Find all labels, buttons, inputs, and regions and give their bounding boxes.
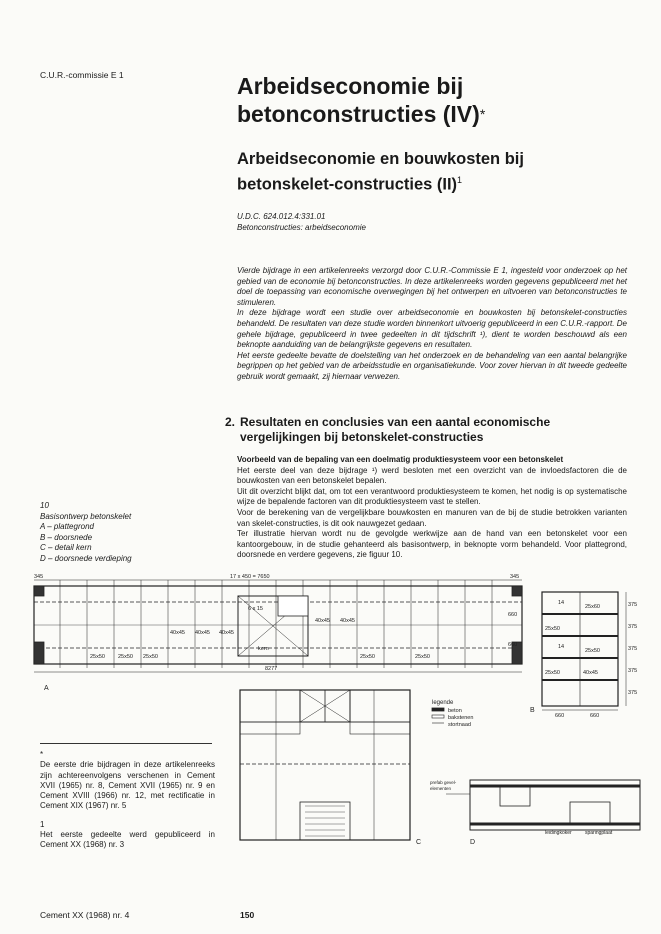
footnote-divider [40, 743, 212, 744]
commission-label: C.U.R.-commissie E 1 [40, 70, 124, 80]
dim-label: 345 [34, 574, 44, 580]
figure-caption [40, 501, 132, 565]
dim-label: 8277 [265, 666, 278, 672]
caption-line: C – detail kern [40, 543, 92, 553]
legend-item: stortnaad [448, 722, 471, 728]
footnote-marker: * [40, 750, 44, 759]
intro-paragraph: Vierde bijdrage in een artikelenreeks verzorgd door C.U.R.-Commissie E 1, ingesteld voor onderzoek op het gebied van de economie bij betonconstructies. In deze artikelenreeks worden gegevens gepubliceerd met het doel de toepassing van economische overwegingen bij het ontwerpen en uitvoeren van betonconstructies te stimuleren. [237, 266, 627, 307]
column-label: 40x45 [315, 618, 330, 624]
section-b [542, 592, 626, 710]
journal-reference: Cement XX (1968) nr. 4 [40, 910, 130, 920]
body-paragraph: Voor de berekening van de vergelijkbare bouwkosten en manuren van de bij de studie betrokken varianten van skelet-constructies, is dit ook nauwgezet gedaan. [237, 507, 627, 528]
page-number: 150 [240, 910, 255, 920]
column-label: 25x50 [415, 654, 430, 660]
section-member: 40x45 [583, 670, 598, 676]
section-member: 25x50 [545, 626, 560, 632]
column-label: 25x50 [90, 654, 105, 660]
figure-number: 10 [40, 501, 49, 510]
caption-line: D – doorsnede verdieping [40, 553, 132, 563]
body-paragraph: Ter illustratie hiervan wordt nu de gevolgde werkwijze aan de hand van een betonskelet voor een kantoorgebouw, in de studie gehanteerd als basisontwerp, in beknopte vorm behandeld. Voor plattegrond, doorsnede en verdere gegevens, zie figuur 10. [237, 529, 627, 560]
column-label: 25x50 [118, 654, 133, 660]
intro-paragraph: In deze bijdrage wordt een studie over arbeidseconomie en bouwkosten bij betonskelet-constructies behandeld. De resultaten van deze studie worden binnenkort uitvoerig gepubliceerd in een C.U.R.-rapport. De gehele bijdrage, gepubliceerd in twee gedeelten in dit tijdschrift ¹), dient te worden beschouwd als een beknopte aanduiding van de belangrijkste gegevens en resultaten. [237, 308, 627, 350]
article-subtitle [237, 149, 637, 196]
caption-line: A – plattegrond [40, 522, 94, 532]
column-label: 40x45 [219, 630, 234, 636]
legend-title: legende [432, 700, 454, 706]
section-body [237, 455, 627, 561]
section-height: 375 [628, 646, 638, 652]
subtitle-line-2: betonskelet-constructies (II) [237, 175, 458, 194]
legend-item: bakstenen [448, 715, 474, 721]
floor-plan-a [34, 580, 522, 672]
section-dim: 660 [590, 713, 600, 719]
subtitle-line-1: Arbeidseconomie en bouwkosten bij [237, 150, 524, 168]
core-detail-c [240, 690, 410, 840]
title-footnote-mark: * [479, 106, 486, 122]
prefab-label: elementen [430, 786, 452, 791]
caption-line: B – doorsnede [40, 532, 93, 542]
figure-part-label: C [416, 839, 422, 846]
column-label: 25x50 [360, 654, 375, 660]
figure-part-label: D [470, 839, 476, 846]
section-member: 14 [558, 600, 565, 606]
duct-label: leidingkoker [545, 830, 572, 836]
dim-label: 345 [510, 574, 520, 580]
prefab-label: prefab gevel- [430, 780, 457, 785]
section-title: Resultaten en conclusies van een aantal economische vergelijkingen bij betonskelet-constructies [240, 415, 551, 444]
body-paragraph: Het eerste deel van deze bijdrage ¹) werd besloten met een overzicht van de invloedsfactoren die de bouwkosten van een betonskelet bepalen. [237, 465, 627, 486]
section-height: 375 [628, 624, 638, 630]
column-label: 40x45 [170, 630, 185, 636]
article-title [237, 72, 637, 128]
legend-item: beton [448, 708, 462, 714]
column-label: 40x45 [340, 618, 355, 624]
plan-dim: 660 [508, 642, 518, 648]
classification-block [237, 211, 366, 233]
section-height: 375 [628, 668, 638, 674]
intro-text [237, 266, 627, 383]
section-member: 25x50 [585, 648, 600, 654]
duct-label: sparingplaat [585, 830, 613, 836]
section-dim: 660 [555, 713, 565, 719]
udc-code: U.D.C. 624.012.4:331.01 [237, 212, 326, 221]
core-small-label: 6 x 15 [248, 606, 263, 612]
section-number: 2. [225, 415, 236, 429]
caption-line: Basisontwerp betonskelet [40, 511, 132, 521]
figure-part-label: A [44, 685, 49, 692]
section-heading [225, 415, 635, 445]
footnote-marker: 1 [40, 819, 45, 829]
body-paragraph: Uit dit overzicht blijkt dat, om tot een verantwoord produktiesysteem te komen, het nodig is op systematische wijze de bepalende factoren van dit produktiesysteem vast te stellen. [237, 486, 627, 507]
column-label: 25x50 [143, 654, 158, 660]
footnotes [40, 750, 215, 851]
plan-dim: 660 [508, 612, 518, 618]
intro-paragraph: Het eerste gedeelte bevatte de doelstelling van het onderzoek en de behandeling van een aantal belangrijke begrippen op het gebied van de arbeidsstudie en organisatiekunde. Voor zover hiervan in dit tweede gedeelte gebruik wordt gemaakt, zij hiernaar verwezen. [237, 350, 627, 381]
section-height: 375 [628, 602, 638, 608]
section-subheading: Voorbeeld van de bepaling van een doelmatig produktiesysteem voor een betonskelet [237, 455, 564, 464]
title-line-1: Arbeidseconomie bij [237, 73, 464, 99]
subtitle-footnote-mark: 1 [457, 175, 463, 185]
section-member: 25x50 [545, 670, 560, 676]
footnote-text: De eerste drie bijdragen in deze artikelenreeks zijn achtereenvolgens verschenen in Cement XVII (1965) nr. 8, Cement XVII (1965) nr. 9 en Cement XVIII (1966) nr. 12, met rectificatie in Cement XIX (1967) nr. 5 [40, 760, 215, 811]
storey-section-d [446, 780, 640, 830]
dim-label: 17 x 450 = 7650 [230, 574, 270, 580]
figure-part-label: B [530, 707, 535, 714]
core-label: kern [258, 646, 269, 652]
keywords: Betonconstructies: arbeidseconomie [237, 223, 366, 232]
title-line-2: betonconstructies (IV) [237, 101, 480, 127]
legend [432, 708, 444, 723]
column-label: 40x45 [195, 630, 210, 636]
section-member: 25x60 [585, 604, 600, 610]
footnote-text: Het eerste gedeelte werd gepubliceerd in Cement XX (1968) nr. 3 [40, 830, 215, 850]
section-height: 375 [628, 690, 638, 696]
section-member: 14 [558, 644, 565, 650]
